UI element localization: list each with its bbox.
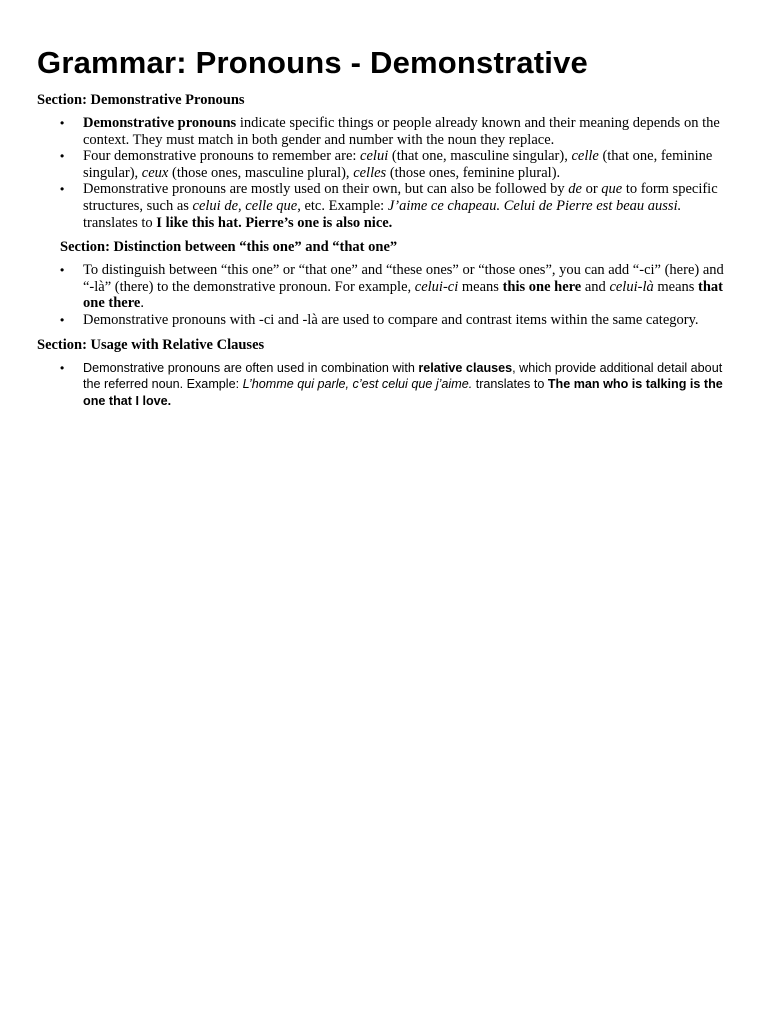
italic-text: celui-là — [609, 278, 654, 295]
body-text: indicate specific things or people already known and their meaning depends on the context. They must match in both gender and number with the noun they replace. — [83, 115, 720, 148]
body-text: Demonstrative pronouns with -ci and -là are used to compare and contrast items within the same category. — [83, 311, 699, 328]
bullet-list — [37, 262, 728, 328]
italic-text: ceux — [141, 164, 169, 181]
body-text: (those ones, masculine plural), — [168, 164, 354, 181]
section-heading: Section: Usage with Relative Clauses — [37, 336, 265, 353]
bold-text: Demonstrative pronouns — [83, 115, 237, 131]
body-text: . — [140, 295, 144, 312]
bold-text: The man who is talking is the one that I love. — [83, 377, 723, 408]
body-text: , — [238, 197, 246, 214]
italic-text: celui-ci — [414, 278, 459, 295]
section-heading: Section: Demonstrative Pronouns — [37, 92, 245, 108]
list-item — [83, 262, 728, 312]
italic-text: celle que — [245, 197, 298, 214]
body-text: , etc. Example: — [297, 197, 388, 214]
bold-text: I like this hat. Pierre’s one is also nice. — [156, 214, 393, 231]
italic-text: de — [568, 181, 582, 198]
body-text: Demonstrative pronouns are mostly used on their own, but can also be followed by — [83, 181, 569, 198]
italic-text: celui de — [192, 197, 239, 214]
body-text: translates to — [83, 214, 157, 231]
page-title: Grammar: Pronouns - Demonstrative — [37, 45, 588, 80]
italic-text: que — [601, 181, 623, 198]
body-text: , which provide additional detail about the referred noun. Example: — [83, 360, 723, 392]
body-text: (that one, masculine singular), — [388, 148, 572, 165]
body-text: Demonstrative pronouns are often used in combination with — [83, 360, 419, 375]
section-heading: Section: Distinction between “this one” and “that one” — [60, 239, 398, 256]
list-item — [83, 360, 728, 410]
italic-text: celui — [360, 148, 389, 165]
italic-text: J’aime ce chapeau. Celui de Pierre est beau aussi. — [387, 197, 682, 214]
body-text: (those ones, feminine plural). — [386, 164, 561, 181]
body-text: translates to — [472, 377, 548, 392]
bold-text: that one there — [83, 278, 724, 312]
body-text: (that one, feminine singular), — [83, 148, 713, 181]
bold-text: this one here — [502, 278, 582, 295]
body-text: and — [581, 278, 610, 295]
body-text: to form specific structures, such as — [83, 181, 718, 214]
bullet-list — [37, 360, 728, 410]
section-distinction — [37, 238, 728, 328]
body-text: To distinguish between “this one” or “that one” and “these ones” or “those ones”, you can add “-ci” (here) and “-là” (there) to the demonstrative pronoun. For example, — [83, 262, 724, 295]
body-text: means — [458, 278, 503, 295]
italic-text: celle — [571, 148, 599, 165]
body-text: or — [581, 181, 602, 198]
list-item — [83, 312, 728, 329]
italic-text: celles — [353, 164, 387, 181]
italic-text: L’homme qui parle, c’est celui que j’aime. — [242, 377, 473, 392]
list-item — [83, 181, 728, 231]
list-item — [83, 115, 728, 148]
bullet-list — [37, 115, 728, 231]
section-demonstrative-pronouns — [37, 91, 728, 231]
body-text: means — [653, 278, 699, 295]
bold-text: relative clauses — [418, 360, 513, 375]
list-item — [83, 148, 728, 181]
body-text: Four demonstrative pronouns to remember are: — [83, 148, 361, 165]
section-relative-clauses — [37, 336, 728, 410]
